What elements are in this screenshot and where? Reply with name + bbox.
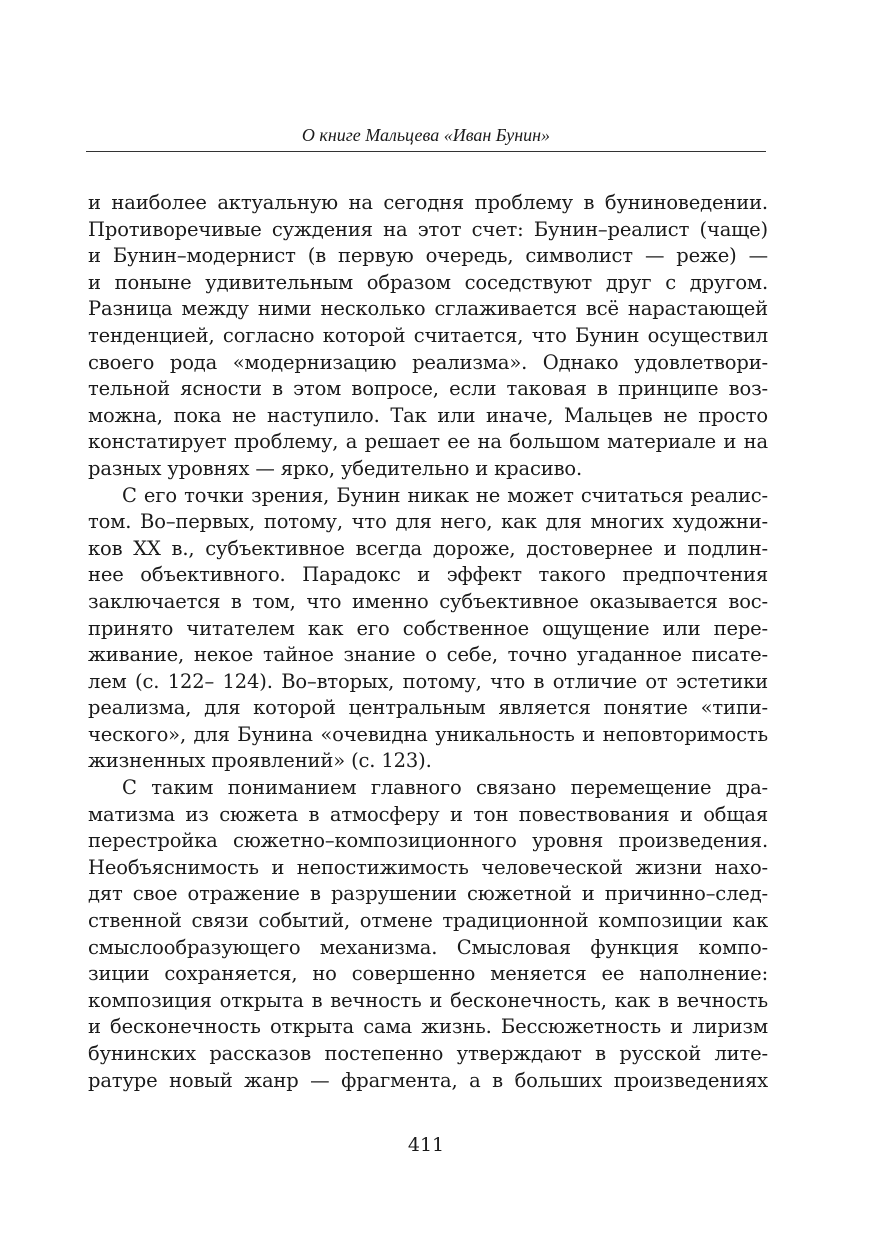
text-line: Разница между ними несколько сглаживается всё нарастающей bbox=[88, 297, 768, 321]
text-line: С таким пониманием главного связано перемещение дра- bbox=[122, 776, 768, 800]
text-line: смыслообразующего механизма. Смысловая функция компо- bbox=[88, 935, 768, 959]
text-line: можна, пока не наступило. Так или иначе, Мальцев не просто bbox=[88, 403, 768, 427]
text-line: жизненных проявлений» (с. 123). bbox=[88, 749, 432, 773]
text-line: ческого», для Бунина «очевидна уникальность и неповторимость bbox=[88, 722, 768, 746]
text-line: констатирует проблему, а решает ее на большом материале и на bbox=[88, 430, 768, 454]
text-line: зиции сохраняется, но совершенно меняется ее наполнение: bbox=[88, 962, 768, 986]
text-line: перестройка сюжетно–композиционного уровня произведения. bbox=[88, 829, 768, 853]
text-line: ственной связи событий, отмене традиционной композиции как bbox=[88, 909, 768, 933]
text-line: дят свое отражение в разрушении сюжетной и причинно–след- bbox=[88, 882, 768, 906]
paragraph-2 bbox=[88, 483, 768, 776]
text-line: ратуре новый жанр — фрагмента, а в больших произведениях bbox=[88, 1068, 768, 1092]
text-line: бунинских рассказов постепенно утверждают в русской лите- bbox=[88, 1042, 768, 1065]
text-line: матизма из сюжета в атмосферу и тон повествования и общая bbox=[88, 802, 768, 826]
text-line: и Бунин–модернист (в первую очередь, символист — реже) — bbox=[88, 244, 768, 268]
paragraph-3 bbox=[88, 775, 768, 1094]
page-number: 411 bbox=[407, 1134, 445, 1156]
body-text bbox=[88, 190, 768, 1094]
header-rule bbox=[86, 151, 766, 152]
text-line: тельной ясности в этом вопросе, если таковая в принципе воз- bbox=[88, 377, 768, 401]
text-line: живание, некое тайное знание о себе, точно угаданное писате- bbox=[88, 643, 768, 667]
text-line: и бесконечность открыта сама жизнь. Бессюжетность и лиризм bbox=[88, 1015, 768, 1039]
text-line: нее объективного. Парадокс и эффект такого предпочтения bbox=[88, 563, 768, 587]
running-head: О книге Мальцева «Иван Бунин» bbox=[301, 125, 551, 145]
text-line: Необъяснимость и непостижимость человеческой жизни нахо- bbox=[88, 855, 768, 879]
text-line: лем (с. 122– 124). Во–вторых, потому, что в отличие от эстетики bbox=[88, 669, 768, 693]
text-line: ков XX в., субъективное всегда дороже, достовернее и подлин- bbox=[88, 536, 768, 560]
text-line: композиция открыта в вечность и бесконечность, как в вечность bbox=[88, 988, 768, 1012]
text-line: реализма, для которой центральным является понятие «типи- bbox=[88, 696, 768, 720]
text-line: своего рода «модернизацию реализма». Однако удовлетвори- bbox=[88, 350, 768, 374]
text-line: и поныне удивительным образом соседствуют друг с другом. bbox=[88, 270, 768, 294]
text-line: том. Во–первых, потому, что для него, как для многих художни- bbox=[88, 510, 768, 534]
text-line: принято читателем как его собственное ощущение или пере- bbox=[88, 616, 768, 640]
text-line: Противоречивые суждения на этот счет: Бунин–реалист (чаще) bbox=[88, 217, 768, 241]
text-line: С его точки зрения, Бунин никак не может считаться реалис- bbox=[122, 483, 768, 507]
text-line: и наиболее актуальную на сегодня проблему в буниноведении. bbox=[88, 191, 768, 214]
text-line: тенденцией, согласно которой считается, что Бунин осуществил bbox=[88, 323, 768, 347]
text-line: разных уровнях — ярко, убедительно и красиво. bbox=[88, 456, 583, 480]
paragraph-1 bbox=[88, 190, 768, 483]
text-line: заключается в том, что именно субъективное оказывается вос- bbox=[88, 589, 768, 613]
